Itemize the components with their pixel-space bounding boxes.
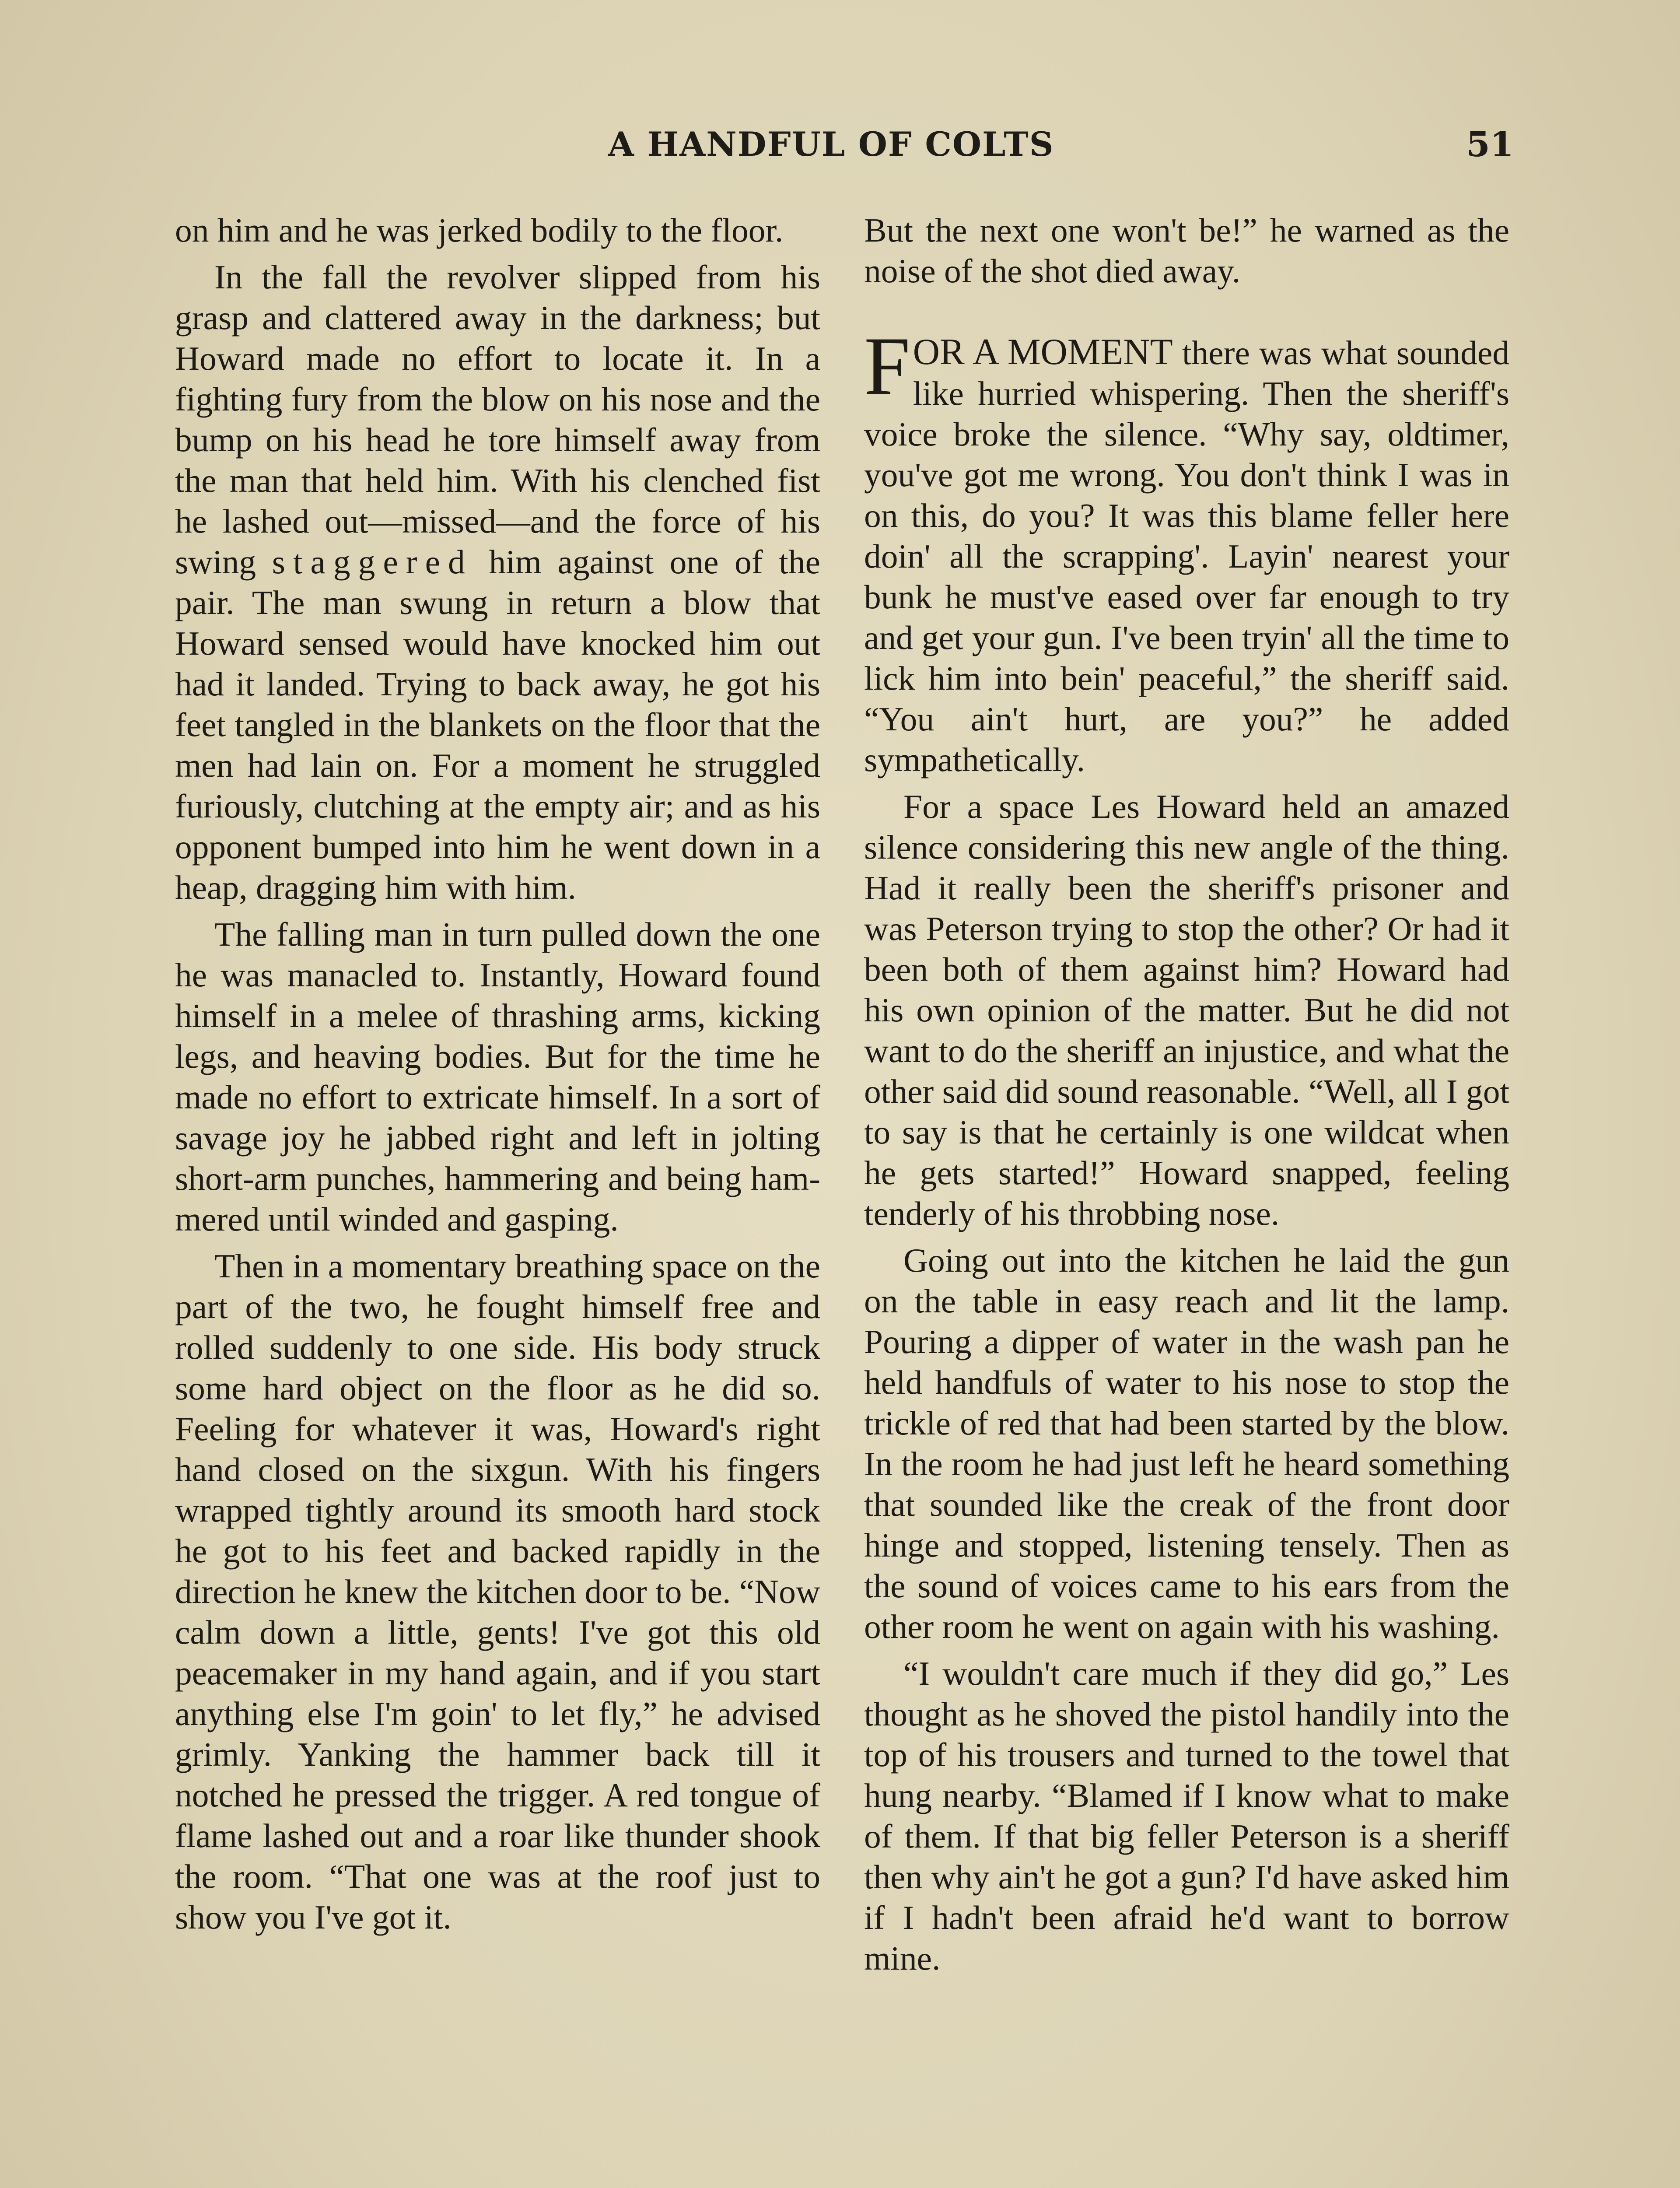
section-opening-paragraph [864, 320, 1509, 780]
paragraph-text: him against one of the pair. The man swung in return a blow that Howard sensed would have knocked him out had it landed. Trying to back away, he got his feet tangled in the blankets on the floor that the men had lain on. For a moment he struggled furiously, clutching at the empty air; and as his opponent bumped into him he went down in a heap, dragging him with him. [175, 543, 820, 906]
left-column [175, 210, 820, 1944]
page-number: 51 [1466, 125, 1514, 165]
drop-cap: F [864, 320, 910, 412]
paragraph: Going out into the kitchen he laid the gun on the table in easy reach and lit the lamp. Pouring a dipper of water in the wash pan he held handfuls of water to his nose to stop the trickle of red that had been started by the blow. In the room he had just left he heard something that sounded like the creak of the front door hinge and stopped, listening tensely. Then as the sound of voices came to his ears from the other room he went on again with his washing. [864, 1241, 1509, 1645]
paragraph-text: In the fall the revolver slipped from his grasp and clattered away in the darkness; but Howard made no effort to locate it. In a fighting fury from the blow on his nose and the bump on his head he tore himself away from the man that held him. With his clenched fist he lashed out—missed—and the force of his swing [175, 258, 820, 581]
running-title: A HANDFUL OF COLTS [608, 125, 1054, 164]
letterspaced-word: staggered [272, 543, 473, 581]
small-caps-lead: OR A MOMENT [913, 331, 1173, 372]
paragraph: “I wouldn't care much if they did go,” Les thought as he shoved the pistol handily into the top of his trousers and turned to the towel that hung nearby. “Blamed if I know what to make of them. If that big feller Peterson is a sheriff then why ain't he got a gun? I'd have asked him if I hadn't been afraid he'd want to borrow mine. [864, 1655, 1509, 1977]
paragraph: But the next one won't be!” he warned as the noise of the shot died away. [864, 211, 1509, 290]
paragraph: on him and he was jerked bodily to the floor. [175, 211, 784, 249]
paragraph: For a space Les Howard held an amazed silence considering this new angle of the thing. Had it really been the sheriff's prisoner and was Peterson trying to stop the other? Or had it been both of them against him? Howard had his own opinion of the matter. But he did not want to do the sheriff an injustice, and what the other said did sound reasonable. “Well, all I got to say is that he certainly is one wildcat when he gets started!” Howard snapped, feeling tenderly of his throbbing nose. [864, 788, 1509, 1232]
right-column [864, 210, 1509, 1985]
paragraph [175, 257, 820, 908]
paragraph: The falling man in turn pulled down the one he was manacled to. Instantly, Howard found himself in a melee of thrashing arms, kicking legs, and heaving bodies. But for the time he made no effort to extricate himself. In a sort of savage joy he jabbed right and left in jolting short-arm punches, hammering and being hammered until winded and gasping. [175, 915, 820, 1238]
paragraph: Then in a momentary breathing space on the part of the two, he fought himself free and rolled suddenly to one side. His body struck some hard object on the floor as he did so. Feeling for whatever it was, Howard's right hand closed on the sixgun. With his fingers wrapped tightly around its smooth hard stock he got to his feet and backed rapidly in the direction he knew the kitchen door to be. “Now calm down a little, gents! I've got this old peacemaker in my hand again, and if you start anything else I'm goin' to let fly,” he advised grimly. Yanking the hammer back till it notched he pressed the trigger. A red tongue of flame lashed out and a roar like thunder shook the room. “That one was at the roof just to show you I've got it. [175, 1247, 820, 1936]
paragraph-text: there was what sounded like hurried whispering. Then the sheriff's voice broke the silence. “Why say, oldtimer, you've got me wrong. You don't think I was in on this, do you? It was this blame feller here doin' all the scrapping'. Layin' nearest your bunk he must've eased over far enough to try and get your gun. I've been tryin' all the time to lick him into bein' peaceful,” the sheriff said. “You ain't hurt, are you?” he added sympathetically. [864, 334, 1509, 778]
page-header [166, 125, 1514, 182]
